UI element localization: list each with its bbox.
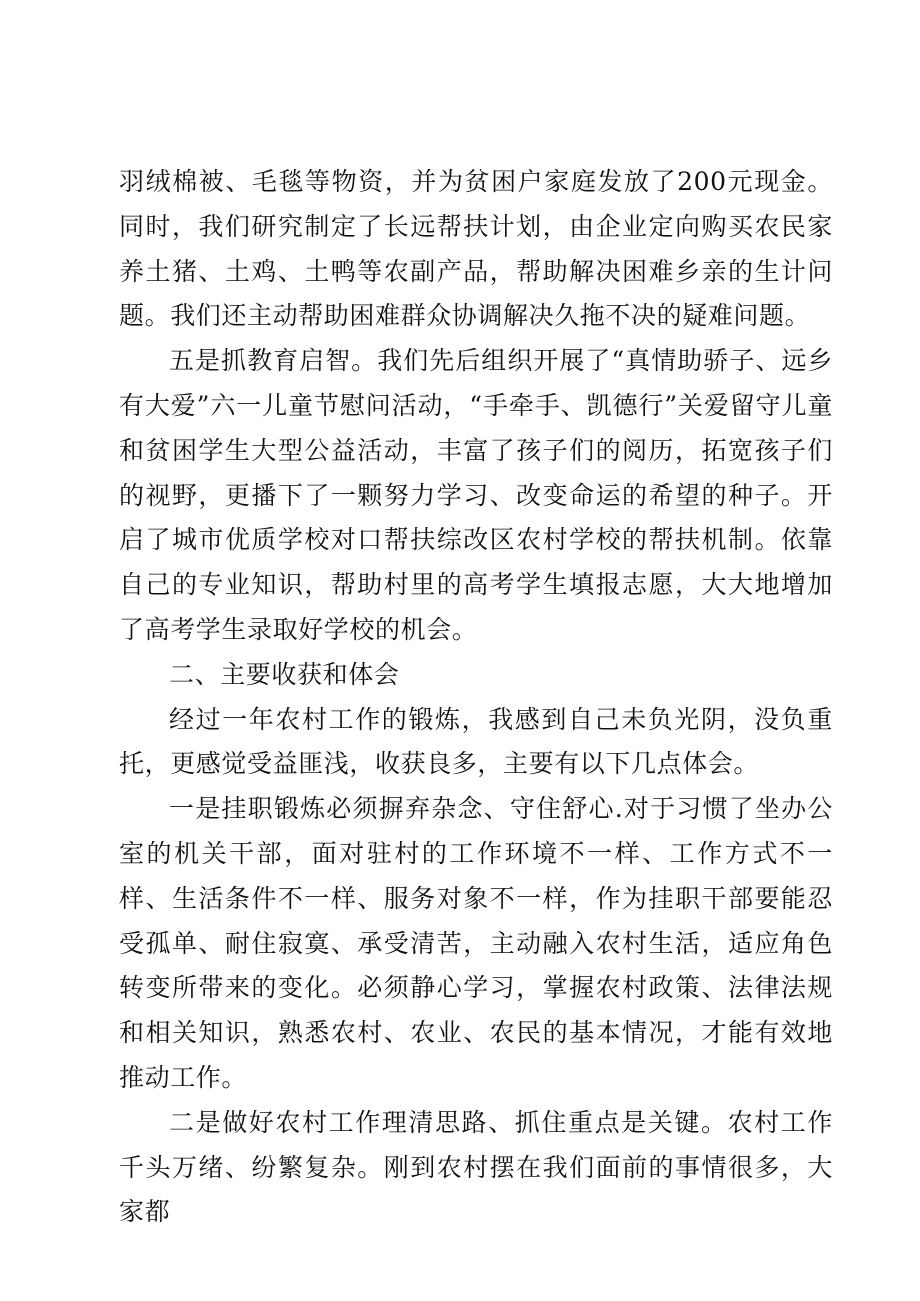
paragraph-point-one: 一是挂职锻炼必须摒弃杂念、守住舒心.对于习惯了坐办公室的机关干部，面对驻村的工作环境不一样、工作方式不一样、生活条件不一样、服务对象不一样，作为挂职干部要能忍受孤单、耐住寂寞、承受清苦，主动融入农村生活，适应角色转变所带来的变化。必须静心学习，掌握农村政策、法律法规和相关知识，熟悉农村、农业、农民的基本情况，才能有效地推动工作。 [119,794,833,1092]
section-heading: 二、主要收获和体会 [169,659,400,689]
document-body [119,160,833,1235]
paragraph-education: 五是抓教育启智。我们先后组织开展了“真情助骄子、远乡有大爱”六一儿童节慰问活动，“手牵手、凯德行”关爱留守儿童和贫困学生大型公益活动，丰富了孩子们的阅历，拓宽孩子们的视野，更播下了一颗努力学习、改变命运的希望的种子。开启了城市优质学校对口帮扶综改区农村学校的帮扶机制。依靠自己的专业知识，帮助村里的高考学生填报志愿，大大地增加了高考学生录取好学校的机会。 [119,346,833,644]
paragraph-point-two: 二是做好农村工作理清思路、抓住重点是关键。农村工作千头万绪、纷繁复杂。刚到农村摆在我们面前的事情很多，大家都 [119,1107,833,1227]
paragraph-summary: 经过一年农村工作的锻炼，我感到自己未负光阴，没负重托，更感觉受益匪浅，收获良多，主要有以下几点体会。 [119,704,833,779]
paragraph-continued: 羽绒棉被、毛毯等物资，并为贫困户家庭发放了200元现金。同时，我们研究制定了长远帮扶计划，由企业定向购买农民家养土猪、土鸡、土鸭等农副产品，帮助解决困难乡亲的生计问题。我们还主动帮助困难群众协调解决久拖不决的疑难问题。 [119,167,833,331]
